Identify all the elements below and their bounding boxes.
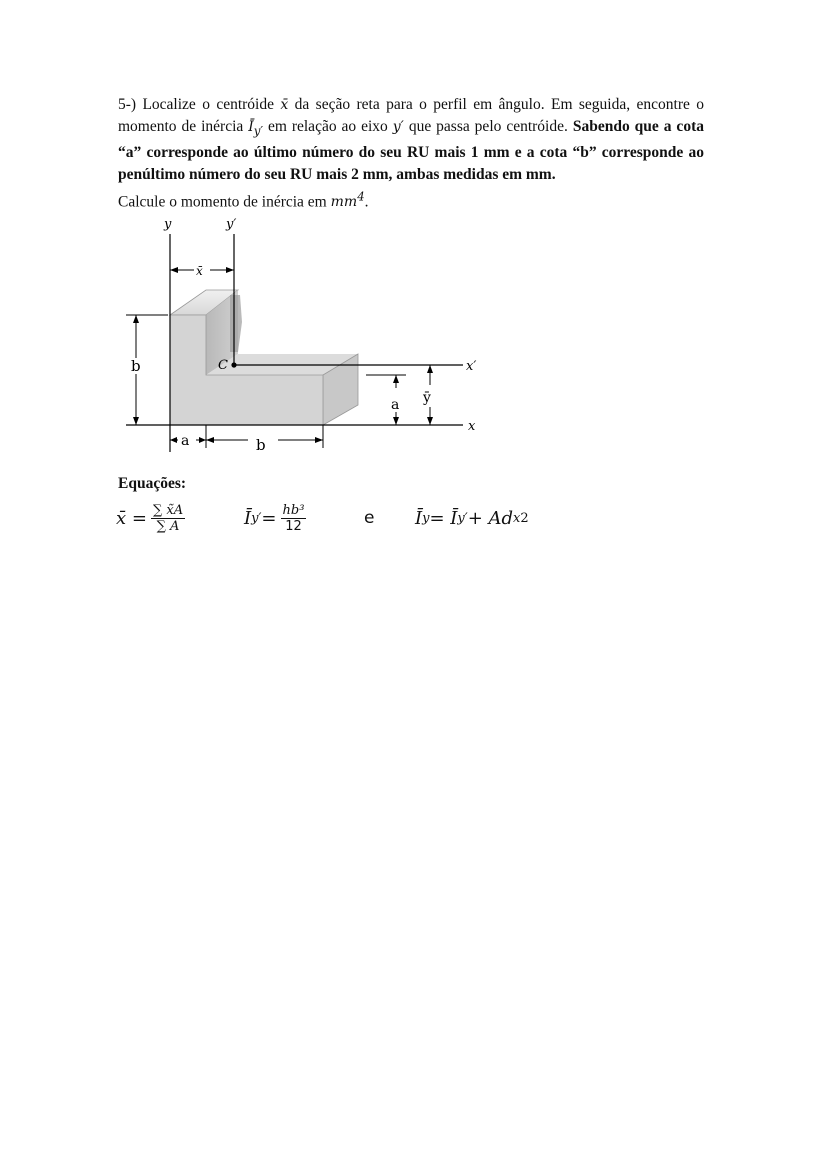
eq1-numerator: ∑ x̃A bbox=[152, 502, 184, 518]
xbar-symbol: x̄ bbox=[280, 97, 289, 113]
xbar-arrow-right bbox=[226, 267, 234, 273]
a-horizontal-label: a bbox=[181, 433, 190, 449]
problem-statement bbox=[118, 94, 704, 213]
ybar-arrow-bottom bbox=[427, 417, 433, 425]
x-axis-label: x bbox=[468, 419, 476, 434]
iy-symbol bbox=[248, 119, 263, 138]
eq1-fraction bbox=[151, 503, 185, 534]
eq2-numerator: hb³ bbox=[282, 502, 305, 518]
eq3-subscript: y bbox=[422, 510, 430, 526]
eq3-end: + Ad bbox=[467, 507, 514, 529]
unit-text: mm bbox=[330, 194, 358, 211]
b-vertical-arrow-bottom bbox=[133, 417, 139, 425]
centroid-point bbox=[231, 362, 236, 367]
eq3-lhs: Ī bbox=[415, 507, 423, 529]
problem-text-2: da seção reta para o perfil em ângulo. Em seguida, encontre o momento de inércia bbox=[118, 96, 704, 135]
a-horizontal-arrow-right bbox=[199, 437, 206, 443]
equations-title: Equações: bbox=[118, 475, 187, 492]
eq3-subscript-3: x bbox=[513, 510, 521, 526]
eq3-subscript-2: y′ bbox=[457, 510, 468, 526]
parallel-axis-equation bbox=[415, 495, 529, 541]
problem-text-1: 5-) Localize o centróide bbox=[118, 96, 281, 113]
eq2-fraction bbox=[281, 503, 307, 534]
angle-section-figure bbox=[118, 212, 498, 464]
yprime-symbol: y′ bbox=[392, 119, 404, 135]
b-horizontal-label: b bbox=[256, 436, 266, 454]
a-vertical-label: a bbox=[391, 397, 400, 413]
problem-period: . bbox=[364, 193, 369, 211]
centroid-equation bbox=[116, 495, 185, 541]
eq3-mid: = Ī bbox=[429, 507, 458, 529]
a-vertical-arrow-top bbox=[393, 375, 399, 383]
x-prime-axis-label: x′ bbox=[466, 359, 477, 374]
eq3-superscript: 2 bbox=[520, 510, 529, 526]
b-vertical-arrow-top bbox=[133, 315, 139, 323]
ybar-arrow-top bbox=[427, 365, 433, 373]
y-prime-axis-label: y′ bbox=[226, 217, 237, 232]
y-axis-label: y bbox=[164, 217, 172, 232]
centroid-label: C bbox=[218, 358, 228, 373]
b-vertical-label: b bbox=[131, 357, 141, 375]
web-shadow bbox=[230, 295, 242, 352]
eq2-equals: = bbox=[261, 507, 277, 529]
unit-symbol bbox=[330, 189, 365, 211]
inertia-equation bbox=[244, 495, 306, 541]
problem-text-3: em relação ao eixo bbox=[262, 118, 393, 135]
iy-letter: Ī bbox=[248, 119, 254, 135]
a-vertical-arrow-bottom bbox=[393, 417, 399, 425]
xbar-arrow-left bbox=[170, 267, 178, 273]
a-horizontal-arrow-left bbox=[170, 437, 177, 443]
xbar-label: x̄ bbox=[196, 264, 203, 278]
eq1-lhs: x̄ = bbox=[116, 507, 147, 529]
eq1-denominator: ∑ A bbox=[156, 518, 180, 534]
problem-text-5: Calcule o momento de inércia em bbox=[118, 193, 331, 211]
eq2-lhs: Ī bbox=[244, 507, 252, 529]
problem-bold-text: Sabendo que a cota “a” corresponde ao último número do seu RU mais 1 mm e a cota “b” corresponde ao penúltimo número do seu RU mais 2 mm, ambas medidas em mm. bbox=[118, 118, 704, 183]
b-horizontal-arrow-left bbox=[206, 437, 214, 443]
iy-subscript: y′ bbox=[253, 123, 263, 138]
equation-connector: e bbox=[364, 508, 375, 528]
problem-text-4: que passa pelo centróide. bbox=[403, 118, 573, 135]
ybar-label: ȳ bbox=[423, 390, 431, 406]
eq2-denominator: 12 bbox=[285, 518, 302, 534]
equations-row bbox=[112, 495, 612, 545]
eq2-subscript: y′ bbox=[251, 510, 262, 526]
b-horizontal-arrow-right bbox=[315, 437, 323, 443]
unit-exponent: 4 bbox=[357, 189, 365, 204]
